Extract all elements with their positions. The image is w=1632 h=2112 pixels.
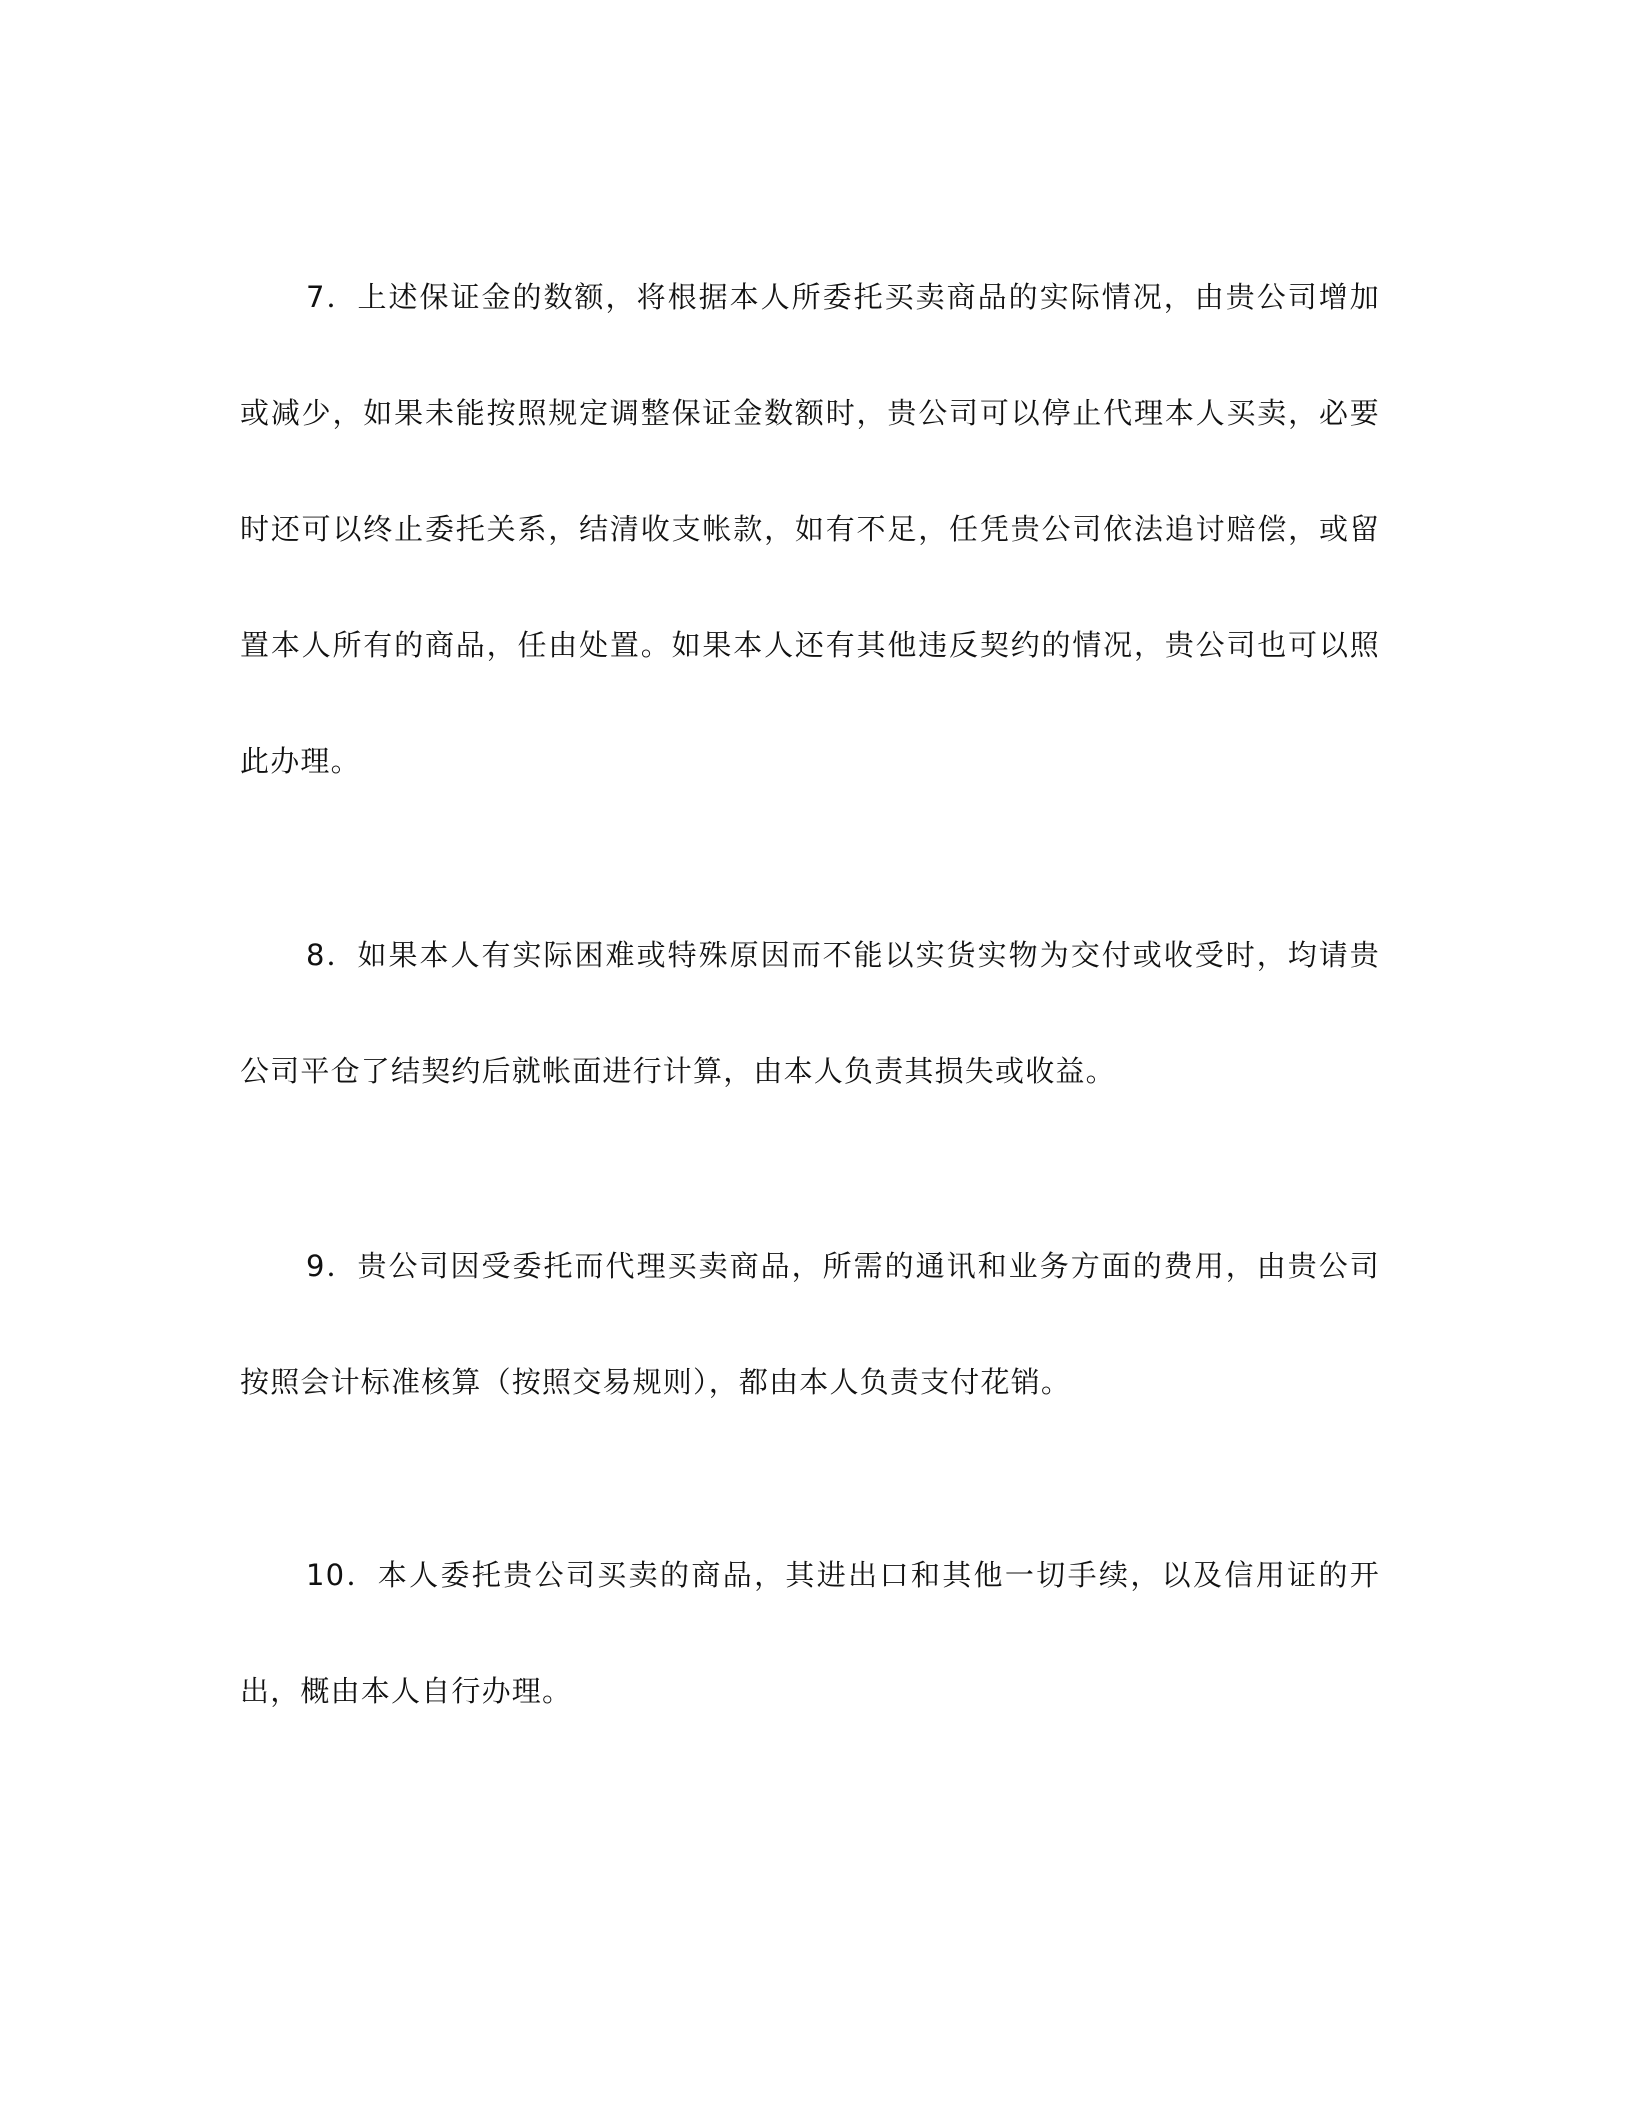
clause-10-paragraph: 10．本人委托贵公司买卖的商品，其进出口和其他一切手续，以及信用证的开出，概由本人自行办理。 bbox=[240, 1558, 1380, 1708]
clause-7-paragraph: 7．上述保证金的数额，将根据本人所委托买卖商品的实际情况，由贵公司增加或减少，如果未能按照规定调整保证金数额时，贵公司可以停止代理本人买卖，必要时还可以终止委托关系，结清收支帐款，如有不足，任凭贵公司依法追讨赔偿，或留置本人所有的商品，任由处置。如果本人还有其他违反契约的情况，贵公司也可以照此办理。 bbox=[240, 280, 1380, 778]
clause-8-paragraph: 8．如果本人有实际困难或特殊原因而不能以实货实物为交付或收受时，均请贵公司平仓了结契约后就帐面进行计算，由本人负责其损失或收益。 bbox=[240, 938, 1380, 1088]
clause-9-paragraph: 9．贵公司因受委托而代理买卖商品，所需的通讯和业务方面的费用，由贵公司按照会计标准核算（按照交易规则），都由本人负责支付花销。 bbox=[240, 1249, 1380, 1399]
